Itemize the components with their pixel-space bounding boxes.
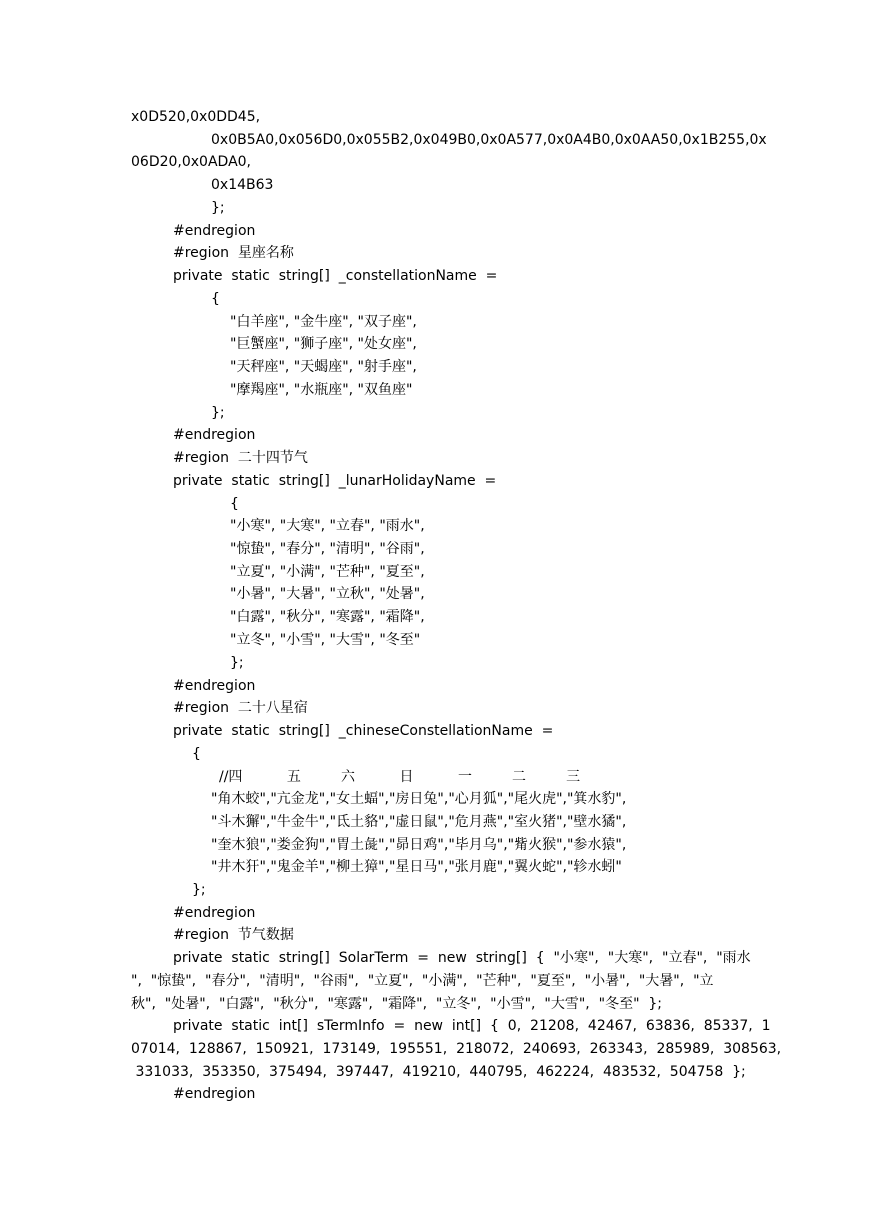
code-line-19: "小寒", "大寒", "立春", "雨水", [230,518,425,534]
code-line-37: #region 节气数据 [173,927,294,943]
code-line-43: 331033, 353350, 375494, 397447, 419210, 440795, 462224, 483532, 504758 }; [131,1064,746,1080]
code-line-2: 0x0B5A0,0x056D0,0x055B2,0x049B0,0x0A577,0x0A4B0,0x0AA50,0x1B255,0x [211,132,767,148]
code-line-11: "巨蟹座", "狮子座", "处女座", [230,336,417,352]
code-line-44: #endregion [173,1086,256,1102]
code-line-14: }; [211,405,225,421]
code-line-18: { [230,496,239,512]
code-line-8: private static string[] _constellationName = [173,268,498,284]
code-line-1: x0D520,0x0DD45, [131,109,261,125]
code-line-15: #endregion [173,427,256,443]
code-line-36: #endregion [173,905,256,921]
code-line-23: "白露", "秋分", "寒露", "霜降", [230,609,425,625]
code-line-3: 06D20,0x0ADA0, [131,154,252,170]
code-line-21: "立夏", "小满", "芒种", "夏至", [230,564,425,580]
code-line-20: "惊蛰", "春分", "清明", "谷雨", [230,541,425,557]
code-line-38: private static string[] SolarTerm = new string[] { "小寒", "大寒", "立春", "雨水 [173,950,751,966]
code-line-33: "奎木狼","娄金狗","胃土彘","昴日鸡","毕月乌","觜火猴","参水猿", [211,837,627,853]
code-line-34: "井木犴","鬼金羊","柳土獐","星日马","张月鹿","翼火蛇","轸水蚓" [211,859,622,875]
code-line-32: "斗木獬","牛金牛","氐土貉","虚日鼠","危月燕","室火猪","壁水獝", [211,814,627,830]
code-line-28: private static string[] _chineseConstellationName = [173,723,554,739]
code-line-41: private static int[] sTermInfo = new int[] { 0, 21208, 42467, 63836, 85337, 1 [173,1018,771,1034]
code-line-39: ", "惊蛰", "春分", "清明", "谷雨", "立夏", "小满", "芒种", "夏至", "小暑", "大暑", "立 [131,973,714,989]
code-line-24: "立冬", "小雪", "大雪", "冬至" [230,632,421,648]
code-line-12: "天秤座", "天蝎座", "射手座", [230,359,417,375]
code-line-10: "白羊座", "金牛座", "双子座", [230,314,417,330]
code-line-17: private static string[] _lunarHolidayName = [173,473,497,489]
code-line-9: { [211,291,220,307]
code-line-4: 0x14B63 [211,177,274,193]
code-line-40: 秋", "处暑", "白露", "秋分", "寒露", "霜降", "立冬", "小雪", "大雪", "冬至" }; [131,996,663,1012]
code-line-26: #endregion [173,678,256,694]
code-line-27: #region 二十八星宿 [173,700,308,716]
code-line-29: { [192,746,201,762]
code-line-35: }; [192,882,206,898]
code-line-22: "小暑", "大暑", "立秋", "处暑", [230,586,425,602]
code-line-25: }; [230,655,244,671]
code-line-31: "角木蛟","亢金龙","女土蝠","房日兔","心月狐","尾火虎","箕水豹", [211,791,627,807]
code-line-30: //四 五 六 日 一 二 三 [219,769,581,785]
code-line-13: "摩羯座", "水瓶座", "双鱼座" [230,382,413,398]
code-line-7: #region 星座名称 [173,245,294,261]
code-line-42: 07014, 128867, 150921, 173149, 195551, 218072, 240693, 263343, 285989, 308563, [131,1041,782,1057]
code-line-16: #region 二十四节气 [173,450,308,466]
code-line-6: #endregion [173,223,256,239]
code-line-5: }; [211,200,225,216]
